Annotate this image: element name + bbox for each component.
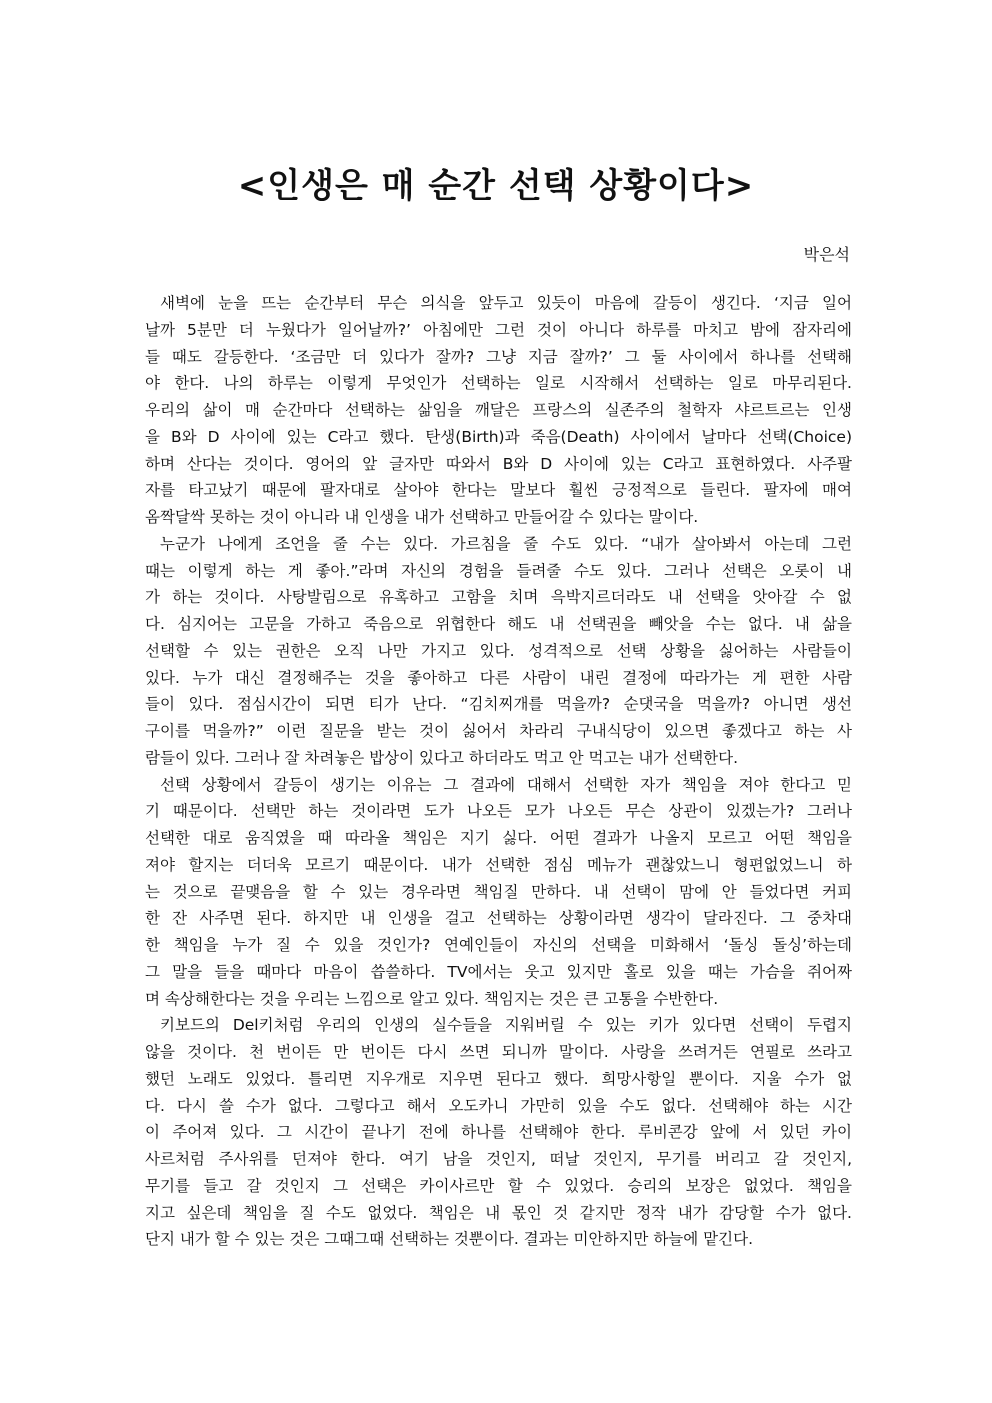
text-line: 들 때도 갈등한다. ‘조금만 더 있다가 잘까? 그냥 지금 잘까?’ 그 둘 사이에서 하나를 선택해 (145, 347, 852, 366)
text-line: 선택할 수 있는 권한은 오직 나만 가지고 있다. 성격적으로 선택 상황을 싫어하는 사람들이 (145, 641, 852, 660)
text-line: 람들이 있다. 그러나 잘 차려놓은 밥상이 있다고 하더라도 먹고 안 먹고는 내가 선택한다. (145, 748, 739, 767)
text-line: 선택한 대로 움직였을 때 따라올 책임은 지기 싫다. 어떤 결과가 나올지 모르고 어떤 책임을 (145, 829, 852, 847)
text-line: 키보드의 Del키처럼 우리의 인생의 실수들을 지워버릴 수 있는 키가 있다면 선택이 두렵지 (160, 1016, 852, 1035)
paragraph (145, 772, 852, 1013)
paragraph (145, 531, 852, 772)
document-title: <인생은 매 순간 선택 상황이다> (237, 166, 755, 206)
text-line: 선택 상황에서 갈등이 생기는 이유는 그 결과에 대해서 선택한 자가 책임을 져야 한다고 믿 (160, 775, 852, 794)
text-line: 지고 싶은데 책임을 질 수도 없었다. 책임은 내 몫인 것 같지만 정작 내가 감당할 수가 없다. (145, 1203, 852, 1222)
author-name: 박은석 (803, 245, 850, 264)
text-line: 한 잔 사주면 된다. 하지만 내 인생을 걸고 선택하는 상황이라면 생각이 달라진다. 그 중차대 (145, 909, 852, 928)
text-line: 이 주어져 있다. 그 시간이 끝나기 전에 하나를 선택해야 한다. 루비콘강 앞에 서 있던 카이 (145, 1123, 852, 1142)
text-line: 야 한다. 나의 하루는 이렇게 무엇인가 선택하는 일로 시작해서 선택하는 일로 마무리된다. (145, 374, 852, 393)
text-line: 무기를 들고 갈 것인지 그 선택은 카이사르만 할 수 있었다. 승리의 보장은 없었다. 책임을 (145, 1176, 852, 1195)
text-line: 구이를 먹을까?” 이런 질문을 받는 것이 싫어서 차라리 구내식당이 있으면 좋겠다고 하는 사 (145, 722, 852, 740)
text-line: 다. 다시 쓸 수가 없다. 그렇다고 해서 오도카니 가만히 있을 수도 없다. 선택해야 하는 시간 (145, 1096, 852, 1115)
text-line: 그 말을 들을 때마다 마음이 씁쓸하다. TV에서는 웃고 있지만 홀로 있을 때는 가슴을 쥐어짜 (145, 962, 852, 981)
text-line: 을 B와 D 사이에 있는 C라고 했다. 탄생(Birth)과 죽음(Death) 사이에서 날마다 선택(Choice) (145, 427, 852, 446)
text-line: 새벽에 눈을 뜨는 순간부터 무슨 의식을 앞두고 있듯이 마음에 갈등이 생긴다. ‘지금 일어 (160, 294, 852, 312)
text-line: 기 때문이다. 선택만 하는 것이라면 도가 나오든 모가 나오든 무슨 상관이 있겠는가? 그러나 (145, 802, 852, 821)
text-line: 한 책임을 누가 질 수 있을 것인가? 연예인들이 자신의 선택을 미화해서 ‘돌싱 돌싱’하는데 (145, 936, 852, 954)
text-line: 가 하는 것이다. 사탕발림으로 유혹하고 고함을 치며 윽박지르더라도 내 선택을 앗아갈 수 없 (145, 588, 852, 607)
text-line: 단지 내가 할 수 있는 것은 그때그때 선택하는 것뿐이다. 결과는 미안하지만 하늘에 맡긴다. (145, 1230, 754, 1249)
text-line: 날까 5분만 더 누웠다가 일어날까?’ 아침에만 그런 것이 아니다 하루를 마치고 밤에 잠자리에 (145, 320, 852, 339)
text-line: 사르처럼 주사위를 던져야 한다. 여기 남을 것인지, 떠날 것인지, 무기를 버리고 갈 것인지, (145, 1150, 852, 1168)
text-line: 다. 심지어는 고문을 가하고 죽음으로 위협한다 해도 내 선택권을 빼앗을 수는 없다. 내 삶을 (145, 615, 852, 633)
text-line: 있다. 누가 대신 결정해주는 것을 좋아하고 다른 사람이 내린 결정에 따라가는 게 편한 사람 (145, 668, 852, 687)
text-line: 며 속상해한다는 것을 우리는 느낌으로 알고 있다. 책임지는 것은 큰 고통을 수반한다. (145, 989, 719, 1008)
text-line: 우리의 삶이 매 순간마다 선택하는 삶임을 깨달은 프랑스의 실존주의 철학자 샤르트르는 인생 (145, 401, 852, 419)
text-line: 누군가 나에게 조언을 줄 수는 있다. 가르침을 줄 수도 있다. “내가 살아봐서 아는데 그런 (160, 534, 852, 553)
text-line: 는 것으로 끝맺음을 할 수 있는 경우라면 책임질 만하다. 내 선택이 맘에 안 들었다면 커피 (145, 882, 852, 901)
text-line: 자를 타고났기 때문에 팔자대로 살아야 한다는 말보다 훨씬 긍정적으로 들린다. 팔자에 매여 (145, 481, 852, 500)
text-line: 않을 것이다. 천 번이든 만 번이든 다시 쓰면 되니까 말이다. 사랑을 쓰려거든 연필로 쓰라고 (145, 1043, 852, 1061)
paragraph (145, 1012, 852, 1253)
text-line: 옴짝달싹 못하는 것이 아니라 내 인생을 내가 선택하고 만들어갈 수 있다는 말이다. (145, 508, 699, 526)
document-body (145, 290, 852, 1253)
text-line: 하며 산다는 것이다. 영어의 앞 글자만 따와서 B와 D 사이에 있는 C라고 표현하였다. 사주팔 (145, 454, 852, 473)
paragraph (145, 290, 852, 531)
text-line: 했던 노래도 있었다. 틀리면 지우개로 지우면 된다고 했다. 희망사항일 뿐이다. 지울 수가 없 (145, 1069, 852, 1088)
text-line: 져야 할지는 더더욱 모르기 때문이다. 내가 선택한 점심 메뉴가 괜찮았느니 형편없었느니 하 (145, 855, 852, 874)
text-line: 때는 이렇게 하는 게 좋아.”라며 자신의 경험을 들려줄 수도 있다. 그러나 선택은 오롯이 내 (145, 561, 852, 580)
text-line: 들이 있다. 점심시간이 되면 티가 난다. “김치찌개를 먹을까? 순댓국을 먹을까? 아니면 생선 (145, 695, 852, 714)
